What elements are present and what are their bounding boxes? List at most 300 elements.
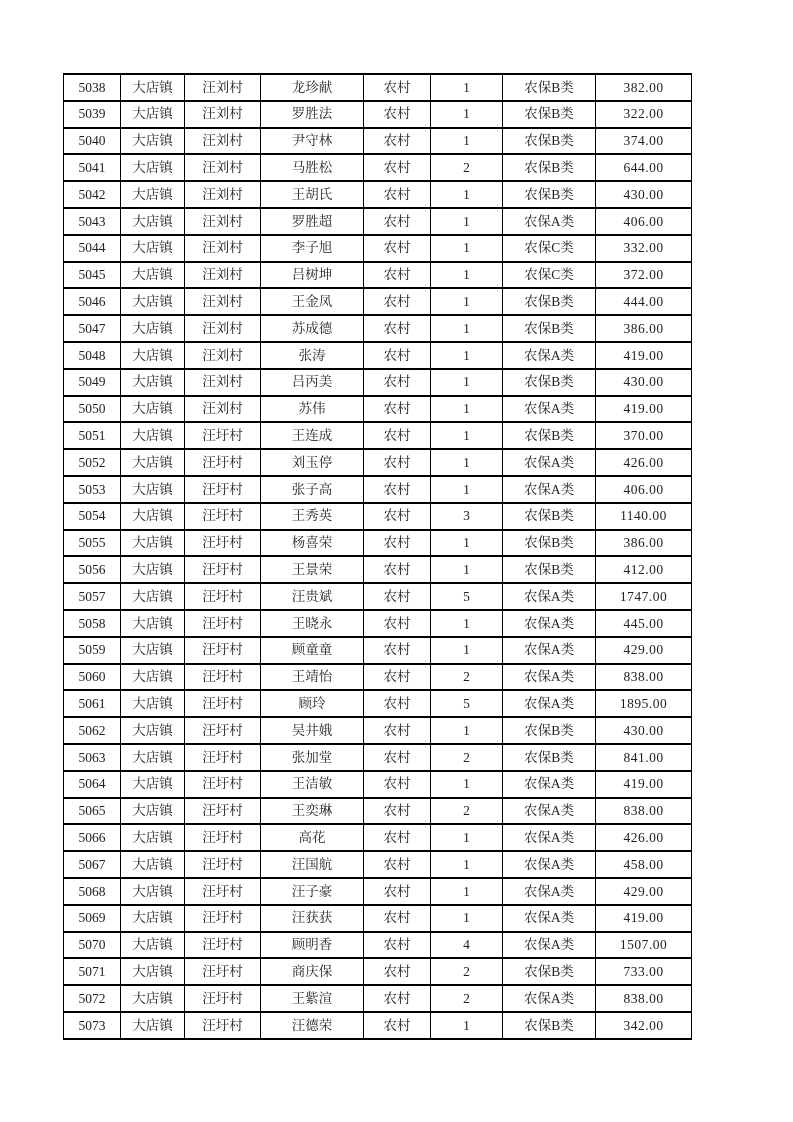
cell-name: 高花	[261, 824, 364, 851]
cell-village: 汪刘村	[185, 288, 261, 315]
cell-amount: 426.00	[596, 449, 692, 476]
cell-count: 1	[431, 556, 503, 583]
cell-category: 农村	[364, 1012, 431, 1039]
cell-town: 大店镇	[121, 610, 185, 637]
cell-count: 4	[431, 932, 503, 959]
cell-type: 农保A类	[503, 771, 596, 798]
cell-town: 大店镇	[121, 637, 185, 664]
cell-id: 5069	[64, 905, 121, 932]
cell-category: 农村	[364, 101, 431, 128]
cell-count: 1	[431, 1012, 503, 1039]
cell-amount: 342.00	[596, 1012, 692, 1039]
cell-id: 5061	[64, 690, 121, 717]
cell-name: 王胡氏	[261, 181, 364, 208]
cell-amount: 644.00	[596, 154, 692, 181]
cell-count: 1	[431, 288, 503, 315]
cell-name: 王晓永	[261, 610, 364, 637]
cell-town: 大店镇	[121, 664, 185, 691]
cell-count: 1	[431, 878, 503, 905]
cell-name: 李子旭	[261, 235, 364, 262]
cell-name: 王秀英	[261, 503, 364, 530]
cell-category: 农村	[364, 315, 431, 342]
cell-village: 汪圩村	[185, 637, 261, 664]
cell-town: 大店镇	[121, 181, 185, 208]
table-row	[64, 556, 692, 583]
table-row	[64, 932, 692, 959]
cell-village: 汪圩村	[185, 503, 261, 530]
cell-name: 王靖怡	[261, 664, 364, 691]
cell-category: 农村	[364, 288, 431, 315]
table-row	[64, 503, 692, 530]
cell-name: 汪子豪	[261, 878, 364, 905]
cell-name: 张子高	[261, 476, 364, 503]
cell-name: 汪德荣	[261, 1012, 364, 1039]
cell-town: 大店镇	[121, 315, 185, 342]
cell-amount: 430.00	[596, 369, 692, 396]
cell-id: 5051	[64, 422, 121, 449]
table-row	[64, 288, 692, 315]
cell-count: 2	[431, 664, 503, 691]
cell-type: 农保A类	[503, 342, 596, 369]
cell-village: 汪圩村	[185, 851, 261, 878]
cell-amount: 445.00	[596, 610, 692, 637]
cell-name: 顾玲	[261, 690, 364, 717]
table-row	[64, 583, 692, 610]
cell-count: 1	[431, 315, 503, 342]
cell-id: 5073	[64, 1012, 121, 1039]
cell-type: 农保A类	[503, 664, 596, 691]
cell-village: 汪刘村	[185, 315, 261, 342]
cell-village: 汪圩村	[185, 824, 261, 851]
cell-town: 大店镇	[121, 905, 185, 932]
cell-category: 农村	[364, 476, 431, 503]
cell-id: 5043	[64, 208, 121, 235]
cell-village: 汪圩村	[185, 1012, 261, 1039]
cell-count: 3	[431, 503, 503, 530]
cell-type: 农保B类	[503, 74, 596, 101]
cell-village: 汪圩村	[185, 449, 261, 476]
cell-amount: 386.00	[596, 530, 692, 557]
cell-amount: 430.00	[596, 717, 692, 744]
cell-type: 农保A类	[503, 208, 596, 235]
cell-count: 1	[431, 637, 503, 664]
cell-count: 2	[431, 958, 503, 985]
cell-type: 农保A类	[503, 610, 596, 637]
cell-name: 马胜松	[261, 154, 364, 181]
cell-amount: 444.00	[596, 288, 692, 315]
cell-category: 农村	[364, 449, 431, 476]
cell-village: 汪圩村	[185, 905, 261, 932]
cell-type: 农保B类	[503, 717, 596, 744]
cell-count: 5	[431, 690, 503, 717]
table-row	[64, 476, 692, 503]
cell-amount: 458.00	[596, 851, 692, 878]
cell-id: 5066	[64, 824, 121, 851]
cell-town: 大店镇	[121, 985, 185, 1012]
cell-category: 农村	[364, 771, 431, 798]
cell-type: 农保A类	[503, 985, 596, 1012]
cell-town: 大店镇	[121, 396, 185, 423]
table-row	[64, 74, 692, 101]
cell-town: 大店镇	[121, 101, 185, 128]
cell-name: 王景荣	[261, 556, 364, 583]
cell-category: 农村	[364, 556, 431, 583]
cell-name: 汪贵斌	[261, 583, 364, 610]
cell-town: 大店镇	[121, 342, 185, 369]
cell-type: 农保B类	[503, 530, 596, 557]
cell-count: 1	[431, 235, 503, 262]
cell-town: 大店镇	[121, 530, 185, 557]
cell-type: 农保C类	[503, 235, 596, 262]
cell-village: 汪刘村	[185, 74, 261, 101]
cell-town: 大店镇	[121, 851, 185, 878]
cell-town: 大店镇	[121, 476, 185, 503]
cell-category: 农村	[364, 958, 431, 985]
cell-count: 1	[431, 369, 503, 396]
cell-village: 汪刘村	[185, 262, 261, 289]
cell-amount: 406.00	[596, 476, 692, 503]
cell-count: 1	[431, 824, 503, 851]
cell-amount: 838.00	[596, 664, 692, 691]
cell-type: 农保C类	[503, 262, 596, 289]
cell-amount: 841.00	[596, 744, 692, 771]
cell-amount: 1895.00	[596, 690, 692, 717]
cell-village: 汪刘村	[185, 235, 261, 262]
cell-id: 5056	[64, 556, 121, 583]
cell-name: 刘玉停	[261, 449, 364, 476]
cell-town: 大店镇	[121, 449, 185, 476]
cell-category: 农村	[364, 262, 431, 289]
table-row	[64, 744, 692, 771]
cell-type: 农保A类	[503, 851, 596, 878]
cell-amount: 733.00	[596, 958, 692, 985]
cell-id: 5062	[64, 717, 121, 744]
cell-id: 5059	[64, 637, 121, 664]
cell-village: 汪刘村	[185, 369, 261, 396]
cell-type: 农保A类	[503, 905, 596, 932]
table-row	[64, 530, 692, 557]
cell-category: 农村	[364, 878, 431, 905]
cell-id: 5057	[64, 583, 121, 610]
cell-name: 苏成德	[261, 315, 364, 342]
cell-category: 农村	[364, 208, 431, 235]
cell-count: 1	[431, 181, 503, 208]
cell-type: 农保A类	[503, 476, 596, 503]
cell-id: 5039	[64, 101, 121, 128]
cell-amount: 419.00	[596, 905, 692, 932]
cell-town: 大店镇	[121, 208, 185, 235]
cell-type: 农保A类	[503, 449, 596, 476]
table-row	[64, 235, 692, 262]
cell-name: 吕树坤	[261, 262, 364, 289]
cell-village: 汪圩村	[185, 583, 261, 610]
cell-village: 汪圩村	[185, 878, 261, 905]
cell-amount: 374.00	[596, 128, 692, 155]
cell-category: 农村	[364, 637, 431, 664]
cell-amount: 426.00	[596, 824, 692, 851]
table-row	[64, 208, 692, 235]
cell-town: 大店镇	[121, 824, 185, 851]
cell-town: 大店镇	[121, 556, 185, 583]
cell-village: 汪圩村	[185, 610, 261, 637]
cell-name: 罗胜法	[261, 101, 364, 128]
table-row	[64, 798, 692, 825]
cell-type: 农保B类	[503, 556, 596, 583]
table-row	[64, 369, 692, 396]
cell-amount: 1747.00	[596, 583, 692, 610]
cell-type: 农保B类	[503, 101, 596, 128]
cell-village: 汪圩村	[185, 556, 261, 583]
cell-amount: 429.00	[596, 637, 692, 664]
cell-id: 5041	[64, 154, 121, 181]
cell-id: 5038	[64, 74, 121, 101]
cell-type: 农保A类	[503, 878, 596, 905]
cell-name: 罗胜超	[261, 208, 364, 235]
cell-count: 5	[431, 583, 503, 610]
cell-category: 农村	[364, 342, 431, 369]
cell-id: 5072	[64, 985, 121, 1012]
cell-name: 王金凤	[261, 288, 364, 315]
cell-town: 大店镇	[121, 128, 185, 155]
cell-name: 龙珍献	[261, 74, 364, 101]
table-row	[64, 154, 692, 181]
cell-town: 大店镇	[121, 235, 185, 262]
cell-type: 农保A类	[503, 932, 596, 959]
cell-category: 农村	[364, 744, 431, 771]
cell-village: 汪圩村	[185, 958, 261, 985]
cell-name: 吴井娥	[261, 717, 364, 744]
cell-id: 5068	[64, 878, 121, 905]
cell-town: 大店镇	[121, 771, 185, 798]
cell-name: 杨喜荣	[261, 530, 364, 557]
table-row	[64, 315, 692, 342]
cell-town: 大店镇	[121, 798, 185, 825]
cell-name: 王连成	[261, 422, 364, 449]
cell-id: 5046	[64, 288, 121, 315]
cell-count: 1	[431, 771, 503, 798]
cell-id: 5070	[64, 932, 121, 959]
cell-type: 农保A类	[503, 396, 596, 423]
cell-count: 1	[431, 530, 503, 557]
cell-amount: 382.00	[596, 74, 692, 101]
cell-id: 5045	[64, 262, 121, 289]
cell-id: 5052	[64, 449, 121, 476]
cell-name: 王紫渲	[261, 985, 364, 1012]
cell-count: 1	[431, 905, 503, 932]
cell-village: 汪刘村	[185, 128, 261, 155]
table-row	[64, 342, 692, 369]
cell-town: 大店镇	[121, 717, 185, 744]
cell-count: 1	[431, 422, 503, 449]
cell-type: 农保B类	[503, 503, 596, 530]
cell-count: 1	[431, 101, 503, 128]
cell-name: 汪获获	[261, 905, 364, 932]
cell-id: 5050	[64, 396, 121, 423]
cell-category: 农村	[364, 932, 431, 959]
cell-count: 1	[431, 610, 503, 637]
cell-town: 大店镇	[121, 958, 185, 985]
cell-category: 农村	[364, 369, 431, 396]
cell-village: 汪刘村	[185, 342, 261, 369]
table-row	[64, 717, 692, 744]
cell-village: 汪圩村	[185, 422, 261, 449]
cell-town: 大店镇	[121, 369, 185, 396]
cell-count: 1	[431, 396, 503, 423]
cell-count: 1	[431, 262, 503, 289]
cell-name: 商庆保	[261, 958, 364, 985]
cell-name: 吕丙美	[261, 369, 364, 396]
table-row	[64, 101, 692, 128]
cell-category: 农村	[364, 396, 431, 423]
cell-village: 汪圩村	[185, 771, 261, 798]
cell-category: 农村	[364, 422, 431, 449]
cell-type: 农保A类	[503, 583, 596, 610]
cell-count: 2	[431, 744, 503, 771]
table-row	[64, 610, 692, 637]
cell-amount: 322.00	[596, 101, 692, 128]
cell-id: 5063	[64, 744, 121, 771]
cell-village: 汪刘村	[185, 396, 261, 423]
table-row	[64, 422, 692, 449]
table-row	[64, 878, 692, 905]
cell-count: 1	[431, 717, 503, 744]
cell-category: 农村	[364, 985, 431, 1012]
cell-amount: 1140.00	[596, 503, 692, 530]
cell-id: 5067	[64, 851, 121, 878]
cell-category: 农村	[364, 905, 431, 932]
cell-type: 农保B类	[503, 128, 596, 155]
cell-name: 顾明香	[261, 932, 364, 959]
cell-amount: 1507.00	[596, 932, 692, 959]
cell-category: 农村	[364, 128, 431, 155]
table-row	[64, 771, 692, 798]
cell-village: 汪刘村	[185, 101, 261, 128]
cell-type: 农保B类	[503, 154, 596, 181]
cell-name: 王奕琳	[261, 798, 364, 825]
cell-id: 5044	[64, 235, 121, 262]
cell-name: 王洁敏	[261, 771, 364, 798]
table-row	[64, 690, 692, 717]
cell-category: 农村	[364, 583, 431, 610]
cell-type: 农保A类	[503, 798, 596, 825]
cell-category: 农村	[364, 690, 431, 717]
cell-amount: 419.00	[596, 771, 692, 798]
cell-village: 汪圩村	[185, 530, 261, 557]
cell-category: 农村	[364, 154, 431, 181]
cell-category: 农村	[364, 717, 431, 744]
cell-type: 农保A类	[503, 637, 596, 664]
cell-town: 大店镇	[121, 503, 185, 530]
cell-town: 大店镇	[121, 154, 185, 181]
table-row	[64, 181, 692, 208]
table-row	[64, 851, 692, 878]
table-row	[64, 958, 692, 985]
cell-category: 农村	[364, 610, 431, 637]
cell-count: 1	[431, 74, 503, 101]
cell-name: 苏伟	[261, 396, 364, 423]
table-row	[64, 449, 692, 476]
cell-type: 农保B类	[503, 422, 596, 449]
cell-amount: 838.00	[596, 798, 692, 825]
cell-category: 农村	[364, 664, 431, 691]
payment-table	[63, 73, 692, 1040]
cell-count: 1	[431, 128, 503, 155]
cell-town: 大店镇	[121, 744, 185, 771]
table-row	[64, 824, 692, 851]
table-row	[64, 262, 692, 289]
cell-name: 张涛	[261, 342, 364, 369]
cell-type: 农保A类	[503, 824, 596, 851]
cell-count: 1	[431, 208, 503, 235]
cell-type: 农保B类	[503, 744, 596, 771]
cell-name: 张加堂	[261, 744, 364, 771]
cell-type: 农保B类	[503, 1012, 596, 1039]
cell-village: 汪圩村	[185, 664, 261, 691]
cell-type: 农保B类	[503, 315, 596, 342]
cell-count: 2	[431, 154, 503, 181]
cell-category: 农村	[364, 798, 431, 825]
cell-village: 汪刘村	[185, 154, 261, 181]
cell-id: 5042	[64, 181, 121, 208]
cell-id: 5048	[64, 342, 121, 369]
cell-amount: 419.00	[596, 396, 692, 423]
cell-town: 大店镇	[121, 422, 185, 449]
cell-amount: 370.00	[596, 422, 692, 449]
cell-id: 5049	[64, 369, 121, 396]
cell-id: 5071	[64, 958, 121, 985]
cell-amount: 332.00	[596, 235, 692, 262]
cell-town: 大店镇	[121, 288, 185, 315]
cell-category: 农村	[364, 74, 431, 101]
cell-village: 汪圩村	[185, 798, 261, 825]
cell-amount: 412.00	[596, 556, 692, 583]
cell-amount: 429.00	[596, 878, 692, 905]
cell-id: 5055	[64, 530, 121, 557]
table-row	[64, 637, 692, 664]
cell-town: 大店镇	[121, 932, 185, 959]
table-row	[64, 905, 692, 932]
cell-amount: 419.00	[596, 342, 692, 369]
cell-category: 农村	[364, 235, 431, 262]
cell-town: 大店镇	[121, 583, 185, 610]
cell-count: 1	[431, 342, 503, 369]
cell-village: 汪圩村	[185, 690, 261, 717]
cell-id: 5054	[64, 503, 121, 530]
table-body	[64, 74, 692, 1039]
cell-category: 农村	[364, 530, 431, 557]
cell-type: 农保B类	[503, 181, 596, 208]
table-row	[64, 985, 692, 1012]
table-row	[64, 1012, 692, 1039]
table-row	[64, 128, 692, 155]
cell-category: 农村	[364, 181, 431, 208]
cell-amount: 406.00	[596, 208, 692, 235]
cell-amount: 838.00	[596, 985, 692, 1012]
cell-id: 5047	[64, 315, 121, 342]
cell-village: 汪圩村	[185, 476, 261, 503]
cell-village: 汪圩村	[185, 717, 261, 744]
cell-count: 1	[431, 476, 503, 503]
cell-amount: 386.00	[596, 315, 692, 342]
cell-count: 1	[431, 449, 503, 476]
cell-id: 5065	[64, 798, 121, 825]
cell-name: 尹守林	[261, 128, 364, 155]
table-row	[64, 396, 692, 423]
cell-town: 大店镇	[121, 262, 185, 289]
cell-town: 大店镇	[121, 690, 185, 717]
cell-type: 农保B类	[503, 288, 596, 315]
cell-type: 农保B类	[503, 369, 596, 396]
